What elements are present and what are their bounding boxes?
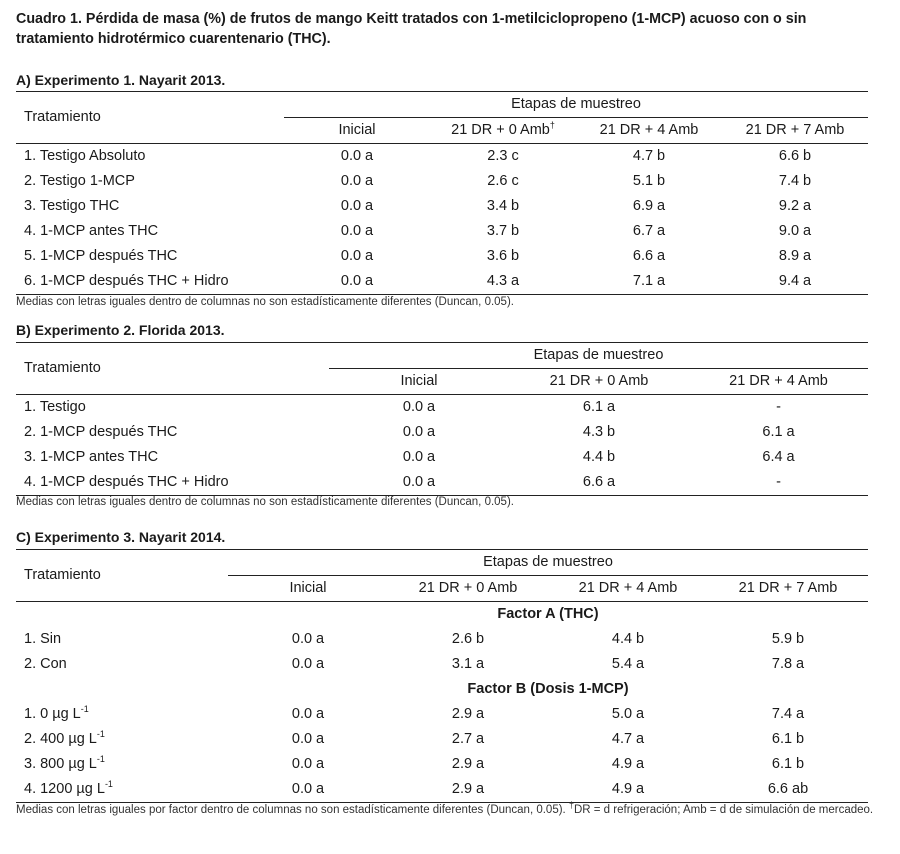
cell-value: - xyxy=(776,474,781,490)
row-treatment-label: 4. 1-MCP antes THC xyxy=(24,223,159,239)
cell-value: - xyxy=(776,399,781,415)
cell-value: 5.1 b xyxy=(632,173,666,189)
cell-value: 9.2 a xyxy=(778,198,812,214)
cell-value: 0.0 a xyxy=(340,248,374,264)
row-treatment-label: 2. 400 µg $L^{-1}$ xyxy=(24,729,105,747)
row-treatment-label: 4. 1200 µg $L^{-1}$ xyxy=(24,779,113,797)
cell-value: 0.0 a xyxy=(402,449,436,465)
row-treatment-label: 2. Con xyxy=(24,656,67,672)
col-header-21dr-4amb: 21 DR + 4 Amb xyxy=(599,122,699,138)
table-caption: Cuadro 1. Pérdida de masa (%) de frutos de mango Keitt tratados con 1-metilciclopropeno (1-MCP) acuoso con o sin tratamiento hidrotérmico cuarentenario (THC). xyxy=(16,11,807,47)
cell-value: 6.4 a xyxy=(762,449,795,465)
row-treatment-label: 4. 1-MCP después THC + Hidro xyxy=(24,474,229,490)
table-c-factor-a-body xyxy=(16,627,868,677)
table-row xyxy=(16,244,868,269)
row-treatment-label: 3. Testigo THC xyxy=(24,198,120,214)
table-row xyxy=(16,470,868,496)
cell-value: 0.0 a xyxy=(291,656,325,672)
cell-value: 0.0 a xyxy=(291,756,325,772)
cell-value: 6.1 b xyxy=(771,756,805,772)
cell-value: 0.0 a xyxy=(402,399,436,415)
row-treatment-label: 5. 1-MCP después THC xyxy=(24,248,178,264)
cell-value: 2.7 a xyxy=(451,731,485,747)
table-row xyxy=(16,702,868,727)
cell-value: 4.3 b xyxy=(582,424,616,440)
col-header-treatment: Tratamiento xyxy=(24,567,101,583)
factor-b-heading: Factor B (Dosis 1-MCP) xyxy=(467,681,629,697)
cell-value: 7.4 a xyxy=(771,706,805,722)
table-row xyxy=(16,194,868,219)
table-a-body xyxy=(16,144,868,295)
table-row xyxy=(16,727,868,752)
cell-value: 6.7 a xyxy=(632,223,666,239)
cell-value: 0.0 a xyxy=(291,706,325,722)
cell-value: 7.8 a xyxy=(771,656,805,672)
section-b-title: B) Experimento 2. Florida 2013. xyxy=(16,322,225,338)
col-header-21dr-4amb: 21 DR + 4 Amb xyxy=(578,580,678,596)
cell-value: 9.4 a xyxy=(778,273,812,289)
section-b-note: Medias con letras iguales dentro de columnas no son estadísticamente diferentes (Duncan, 0.05). xyxy=(16,496,514,508)
col-header-inicial: Inicial xyxy=(338,122,376,138)
stages-header: Etapas de muestreo xyxy=(284,92,868,118)
section-c-note: Medias con letras iguales por factor dentro de columnas no son estadísticamente diferentes (Duncan, 0.05). †DR = d refrigeración; Amb = d de simulación de mercadeo. xyxy=(16,800,874,816)
cell-value: 0.0 a xyxy=(291,781,325,797)
cell-value: 6.9 a xyxy=(632,198,666,214)
row-treatment-label: 1. 0 µg $L^{-1}$ xyxy=(24,704,89,722)
col-header-inicial: Inicial xyxy=(400,373,438,389)
row-treatment-label: 1. Testigo xyxy=(24,399,86,415)
cell-value: 2.6 c xyxy=(487,173,519,189)
cell-value: 5.0 a xyxy=(611,706,645,722)
row-treatment-label: 2. Testigo 1-MCP xyxy=(24,173,135,189)
table-row xyxy=(16,219,868,244)
cell-value: 0.0 a xyxy=(340,173,374,189)
cell-value: 2.9 a xyxy=(451,756,485,772)
table-b-body xyxy=(16,395,868,496)
cell-value: 4.4 b xyxy=(611,631,645,647)
row-treatment-label: 6. 1-MCP después THC + Hidro xyxy=(24,273,229,289)
table-row xyxy=(16,420,868,445)
table-row xyxy=(16,777,868,803)
table-c xyxy=(16,549,868,803)
cell-value: 7.4 b xyxy=(778,173,812,189)
row-treatment-label: 2. 1-MCP después THC xyxy=(24,424,178,440)
cell-value: 0.0 a xyxy=(340,148,374,164)
section-a-note: Medias con letras iguales dentro de columnas no son estadísticamente diferentes (Duncan, 0.05). xyxy=(16,296,514,308)
section-c-title: C) Experimento 3. Nayarit 2014. xyxy=(16,529,226,545)
row-treatment-label: 3. 1-MCP antes THC xyxy=(24,449,159,465)
cell-value: 4.7 a xyxy=(611,731,645,747)
table-row xyxy=(16,445,868,470)
cell-value: 0.0 a xyxy=(402,474,436,490)
table-b xyxy=(16,342,868,496)
cell-value: 0.0 a xyxy=(291,631,325,647)
cell-value: 3.7 b xyxy=(486,223,520,239)
stages-header: Etapas de muestreo xyxy=(228,550,868,576)
cell-value: 4.7 b xyxy=(632,148,666,164)
col-header-21dr-4amb: 21 DR + 4 Amb xyxy=(729,373,828,389)
cell-value: 9.0 a xyxy=(778,223,812,239)
cell-value: 6.1 a xyxy=(582,399,616,415)
table-row xyxy=(16,144,868,170)
cell-value: 4.3 a xyxy=(486,273,520,289)
cell-value: 0.0 a xyxy=(340,198,374,214)
table-row xyxy=(16,395,868,421)
cell-value: 6.1 a xyxy=(762,424,795,440)
cell-value: 5.9 b xyxy=(771,631,805,647)
row-treatment-label: 1. Testigo Absoluto xyxy=(24,148,146,164)
cell-value: 2.6 b xyxy=(451,631,485,647)
col-header-treatment: Tratamiento xyxy=(24,360,101,376)
table-row xyxy=(16,652,868,677)
col-header-21dr-0amb: 21 DR + 0 Amb xyxy=(418,580,518,596)
cell-value: 3.6 b xyxy=(486,248,520,264)
table-row xyxy=(16,269,868,295)
col-header-21dr-0amb: 21 DR + 0 Amb xyxy=(549,373,649,389)
cell-value: 0.0 a xyxy=(402,424,436,440)
table-c-factor-b-body xyxy=(16,702,868,803)
row-treatment-label: 1. Sin xyxy=(24,631,62,647)
col-header-21dr-7amb: 21 DR + 7 Amb xyxy=(738,580,838,596)
stages-header: Etapas de muestreo xyxy=(329,343,868,369)
col-header-21dr-0amb: 21 DR + 0 Amb† xyxy=(451,120,555,138)
table-a xyxy=(16,91,868,295)
cell-value: 4.9 a xyxy=(611,756,645,772)
cell-value: 4.4 b xyxy=(582,449,616,465)
row-treatment-label: 3. 800 µg $L^{-1}$ xyxy=(24,754,105,772)
cell-value: 2.9 a xyxy=(451,706,485,722)
col-header-21dr-7amb: 21 DR + 7 Amb xyxy=(745,122,845,138)
cell-value: 6.6 b xyxy=(778,148,812,164)
cell-value: 3.1 a xyxy=(451,656,485,672)
table-row xyxy=(16,752,868,777)
cell-value: 5.4 a xyxy=(611,656,645,672)
col-header-inicial: Inicial xyxy=(289,580,327,596)
col-header-treatment: Tratamiento xyxy=(24,109,101,125)
factor-a-heading: Factor A (THC) xyxy=(497,606,599,622)
cell-value: 4.9 a xyxy=(611,781,645,797)
table-row xyxy=(16,627,868,652)
section-a-title: A) Experimento 1. Nayarit 2013. xyxy=(16,72,226,88)
cell-value: 0.0 a xyxy=(340,273,374,289)
cell-value: 6.6 a xyxy=(582,474,616,490)
cell-value: 6.6 ab xyxy=(767,781,809,797)
cell-value: 8.9 a xyxy=(778,248,812,264)
cell-value: 2.3 c xyxy=(487,148,519,164)
table-row xyxy=(16,169,868,194)
cell-value: 0.0 a xyxy=(340,223,374,239)
cell-value: 7.1 a xyxy=(632,273,666,289)
cell-value: 3.4 b xyxy=(486,198,520,214)
cell-value: 6.1 b xyxy=(771,731,805,747)
cell-value: 2.9 a xyxy=(451,781,485,797)
cell-value: 0.0 a xyxy=(291,731,325,747)
cell-value: 6.6 a xyxy=(632,248,666,264)
